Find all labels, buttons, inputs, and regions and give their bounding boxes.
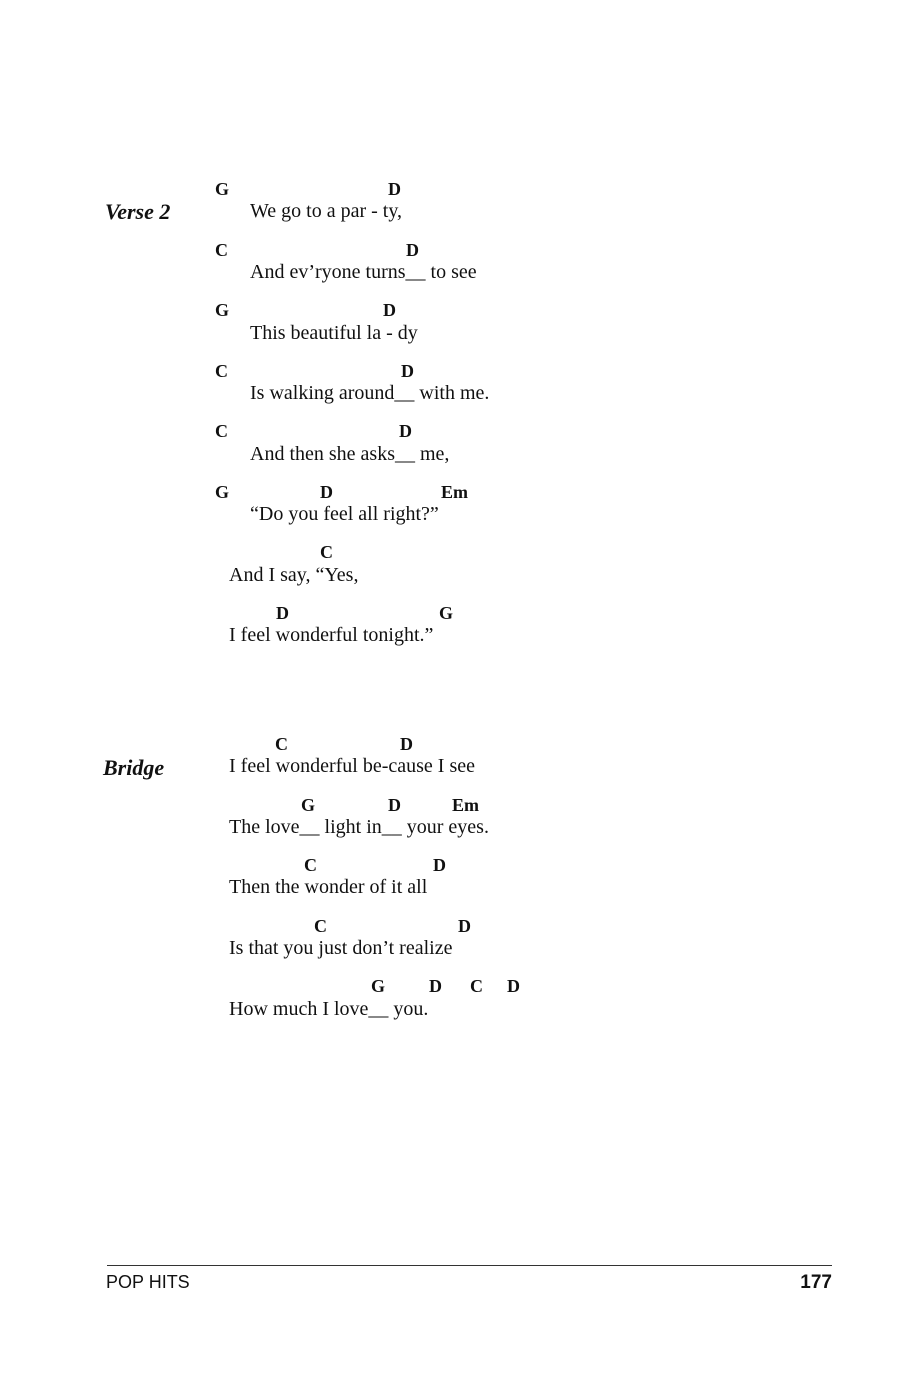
lyric-line: I feel wonderful be-cause I see — [229, 755, 475, 777]
chord: C — [304, 855, 317, 875]
section-label-bridge: Bridge — [103, 755, 165, 780]
footer-book-title: POP HITS — [106, 1272, 190, 1292]
chord: D — [320, 482, 333, 502]
lyric-line: Is that you just don’t realize — [229, 937, 453, 959]
lyric-line: This beautiful la - dy — [250, 322, 418, 344]
chord: C — [215, 361, 228, 381]
chord: D — [388, 795, 401, 815]
chord: D — [399, 421, 412, 441]
chord: D — [433, 855, 446, 875]
lyric-line: And I say, “Yes, — [229, 564, 359, 586]
lyric-line: I feel wonderful tonight.” — [229, 624, 434, 646]
page-number: 177 — [800, 1272, 832, 1293]
chord: D — [383, 300, 396, 320]
chord: G — [215, 179, 230, 199]
chord: G — [301, 795, 316, 815]
chord: C — [320, 542, 333, 562]
chord: D — [458, 916, 471, 936]
chord: C — [470, 976, 483, 996]
footer-divider — [107, 1265, 832, 1266]
lyric-line: And ev’ryone turns__ to see — [250, 261, 477, 283]
lyric-line: We go to a par - ty, — [250, 200, 403, 222]
chord: D — [507, 976, 520, 996]
chord: G — [439, 603, 454, 623]
chord: Em — [452, 795, 479, 815]
lyric-line: How much I love__ you. — [229, 998, 429, 1020]
chord: D — [388, 179, 401, 199]
chord: D — [401, 361, 414, 381]
section-label-verse-2: Verse 2 — [105, 199, 171, 224]
chord: D — [276, 603, 289, 623]
chord: D — [400, 734, 413, 754]
lyric-line: “Do you feel all right?” — [250, 503, 439, 525]
chord: C — [215, 240, 228, 260]
chord: G — [215, 300, 230, 320]
lyric-line: The love__ light in__ your eyes. — [229, 816, 489, 838]
chord: G — [371, 976, 386, 996]
lyric-line: Then the wonder of it all — [229, 876, 428, 898]
chord: G — [215, 482, 230, 502]
chord: C — [275, 734, 288, 754]
chord: C — [215, 421, 228, 441]
lyric-line: Is walking around__ with me. — [250, 382, 490, 404]
chord: C — [314, 916, 327, 936]
lyric-line: And then she asks__ me, — [250, 443, 450, 465]
chord: Em — [441, 482, 468, 502]
chord: D — [429, 976, 442, 996]
chord: D — [406, 240, 419, 260]
